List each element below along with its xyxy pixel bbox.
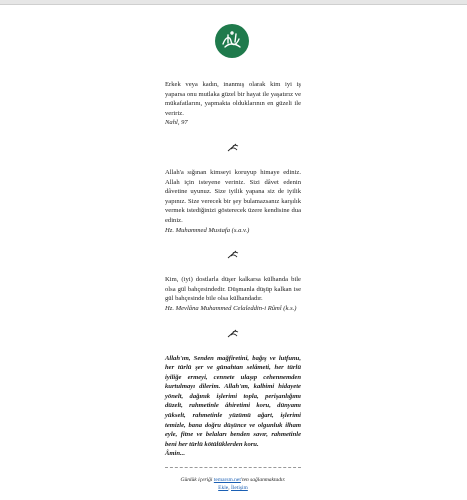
quill-flourish-icon — [165, 329, 301, 341]
top-bar — [0, 0, 467, 5]
quote-source: Hz. Mevlâna Muhammed Celaleddin-i Rûmî (k.s.) — [165, 304, 297, 312]
contact-link[interactable]: İletişim — [231, 485, 248, 491]
quote-block-2 — [165, 168, 301, 235]
calligraphy-emblem-icon — [215, 24, 249, 58]
quill-flourish-icon — [165, 143, 301, 155]
footer — [165, 476, 301, 492]
quote-text: Erkek veya kadın, inanmış olarak kim iyi iş yaparsa onu mutlaka güzel bir hayat ile yaşatırız ve mükafatlarını, yapmakta olduklarının en güzeli ile veririz. — [165, 81, 301, 117]
footer-prefix: Günlük içeriği — [180, 477, 214, 483]
quote-text: Kim, (iyi) dostlarla düşer kalkarsa külhanda bile olsa gül bahçesindedir. Düşmanla düşüp kalkan ise gül bahçesinde bile olsa külhandadır. — [165, 276, 301, 303]
content-column — [165, 80, 301, 468]
footer-suffix: 'ten sağlanmaktadır. — [240, 477, 286, 483]
quote-block-1 — [165, 80, 301, 128]
footer-separator: , — [228, 485, 232, 491]
prayer-text: Allah'ım, Senden mağfiretini, bağış ve lutfunu, her türlü şer ve günahtan selâmeti, her türlü iyiliğe ermeyi, cennete ulaşıp cehennemden kurtulmayı dilerim. Allah'ım, kalbimi hidayete yönelt, dağınık işlerimi topla, perişanlığımı düzelt, rahmetinle âhiretimi koru, dünyamı yükselt, rahmetinle yüzümü ağart, işlerimi temizle, bana doğru düşünce ve olgunluk ilham eyle, fitne ve belaları benden savır, rahmetinle beni her türlü kötülüklerden koru. — [165, 354, 301, 448]
quote-source: Hz. Muhammed Mustafa (s.a.v.) — [165, 226, 250, 234]
quote-source: Nahl, 97 — [165, 119, 188, 127]
prayer-block — [165, 354, 301, 460]
quote-block-3 — [165, 275, 301, 313]
divider — [165, 467, 301, 468]
prayer-closing: Âmin... — [165, 450, 185, 458]
add-link[interactable]: Ekle — [218, 485, 229, 491]
quote-text: Allah'a sığınan kimseyi koruyup himaye ediniz. Allah için isteyene veriniz. Sizi dâvet edenin dâvetine uyunuz. Size iyilik yapana siz de iyilik yapınız. Size verecek bir şey bulamazsanız karşılık vermek istediğinizi gösterecek üzere kendisine dua ediniz. — [165, 168, 301, 224]
quill-flourish-icon — [165, 250, 301, 262]
site-link[interactable]: temarsm.net — [213, 477, 241, 483]
